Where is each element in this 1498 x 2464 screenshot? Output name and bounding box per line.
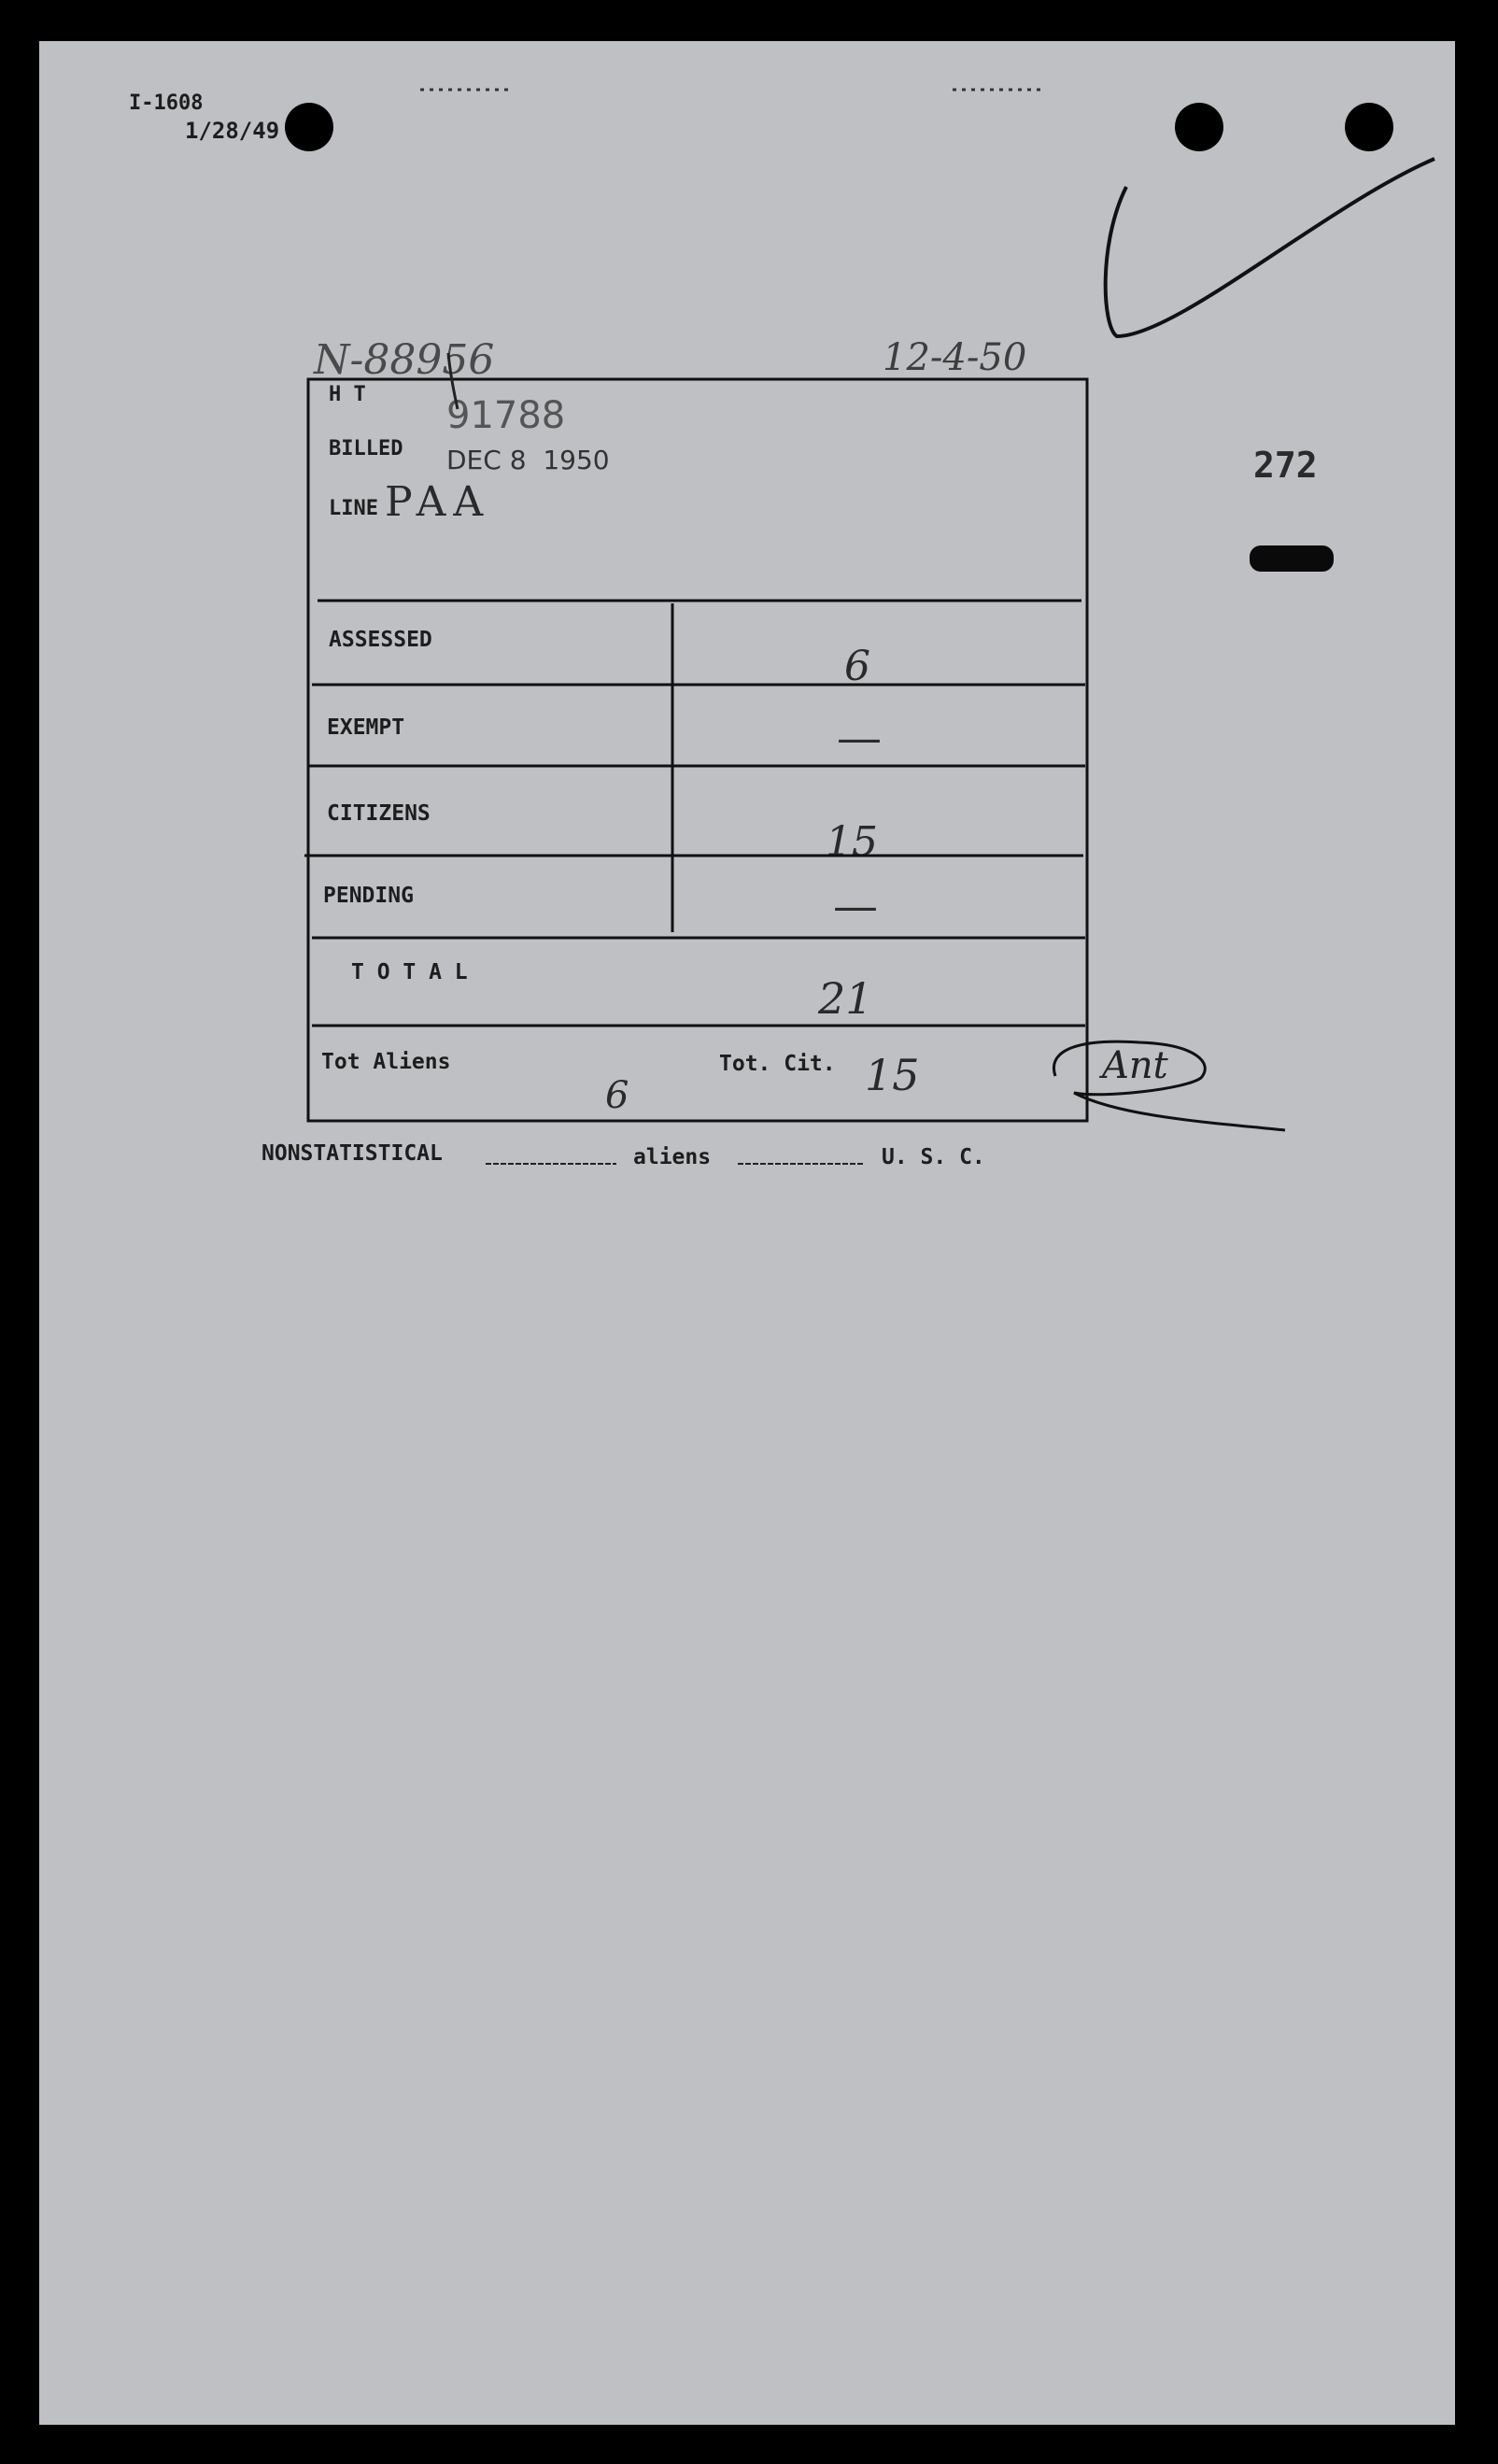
billed-label: BILLED bbox=[329, 437, 403, 460]
document-page bbox=[39, 41, 1455, 2425]
ht-number: 91788 bbox=[446, 394, 566, 437]
citizens-label: CITIZENS bbox=[327, 801, 431, 826]
total-label: T O T A L bbox=[351, 960, 468, 984]
punch-hole-middle bbox=[1175, 103, 1223, 151]
tot-aliens-label: Tot Aliens bbox=[321, 1050, 451, 1074]
citizens-value: 15 bbox=[826, 818, 878, 866]
file-number: N-88956 bbox=[314, 336, 495, 384]
pending-label: PENDING bbox=[323, 884, 414, 908]
line-label: LINE bbox=[329, 497, 378, 520]
total-value: 21 bbox=[818, 973, 873, 1024]
pending-value: — bbox=[833, 880, 878, 932]
punch-hole-right bbox=[1345, 103, 1393, 151]
ht-label: H T bbox=[329, 383, 366, 406]
exempt-value: — bbox=[837, 712, 882, 764]
page-number: 272 bbox=[1253, 445, 1318, 486]
initials: Ant bbox=[1102, 1044, 1168, 1087]
aliens-label: aliens bbox=[633, 1145, 712, 1169]
tot-cit-value: 15 bbox=[865, 1050, 920, 1100]
assessed-value: 6 bbox=[844, 643, 870, 690]
usc-label: U. S. C. bbox=[882, 1145, 985, 1169]
billed-date-stamp: DEC 8 1950 bbox=[446, 445, 610, 475]
handwritten-date: 12-4-50 bbox=[883, 336, 1027, 379]
exempt-label: EXEMPT bbox=[327, 715, 405, 740]
assessed-label: ASSESSED bbox=[329, 628, 432, 652]
nonstatistical-label: NONSTATISTICAL bbox=[261, 1141, 443, 1166]
tot-aliens-value: 6 bbox=[605, 1074, 629, 1117]
tot-cit-label: Tot. Cit. bbox=[719, 1052, 836, 1076]
form-number: I-1608 bbox=[129, 92, 204, 115]
punch-hole-left bbox=[285, 103, 333, 151]
line-value: PAA bbox=[385, 478, 491, 526]
form-revision-date: 1/28/49 bbox=[185, 118, 280, 144]
